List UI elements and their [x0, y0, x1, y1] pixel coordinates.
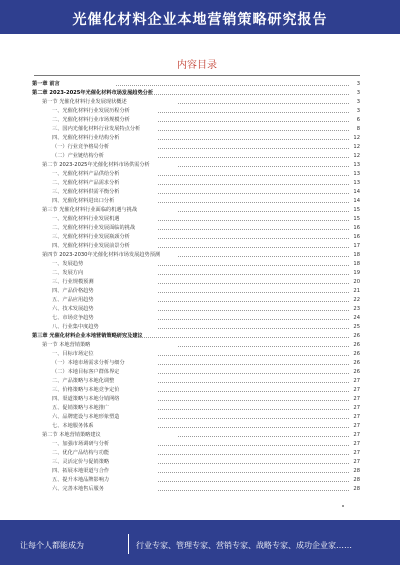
toc-leader-dots [158, 265, 349, 266]
toc-entry-title: （二）产业链结构分析 [52, 153, 104, 159]
toc-entry-page-number: 27 [353, 450, 360, 456]
toc-leader-dots [178, 436, 349, 437]
toc-entry-page-number: 14 [353, 189, 360, 195]
toc-leader-dots [158, 184, 349, 185]
report-title: 光催化材料企业本地营销策略研究报告 [72, 12, 328, 28]
toc-entry-title: 三、光催化材料供需平衡分析 [52, 189, 120, 195]
toc-entry-title: 七、市场竞争趋势 [52, 315, 94, 321]
toc-leader-dots [158, 274, 349, 275]
toc-entry-page-number: 26 [353, 351, 360, 357]
toc-divider [34, 75, 360, 76]
toc-entry-page-number: 16 [353, 225, 360, 231]
toc-entry-title: 二、光催化材料产品需求分析 [52, 180, 120, 186]
toc-entry-title: 三、灵活定价与促销策略 [52, 459, 110, 465]
toc-leader-dots [158, 292, 349, 293]
toc-entry-title: 一、光催化材料行业发展机遇 [52, 216, 120, 222]
toc-entry[interactable] [30, 161, 364, 170]
toc-entry-title: （一）本地市场需求分析与细分 [52, 360, 125, 366]
toc-entry-page-number: 26 [353, 360, 360, 366]
toc-entry[interactable] [30, 314, 364, 323]
toc-entry[interactable] [30, 233, 364, 242]
toc-entry[interactable] [30, 476, 364, 485]
toc-entry[interactable] [30, 260, 364, 269]
toc-leader-dots [158, 121, 349, 122]
toc-entry-title: 三、价格策略与本地竞争定价 [52, 387, 120, 393]
toc-entry-title: 二、发展方向 [52, 270, 84, 276]
toc-entry-title: （二）本地目标客户群体界定 [52, 369, 120, 375]
toc-leader-dots [158, 319, 349, 320]
toc-leader-dots [158, 490, 349, 491]
toc-entry-page-number: 27 [353, 387, 360, 393]
toc-entry[interactable] [30, 287, 364, 296]
toc-entry-page-number: 17 [353, 243, 360, 249]
toc-entry-page-number: 6 [356, 117, 360, 123]
toc-entry-title: 三、行业规模预测 [52, 279, 94, 285]
toc-entry-page-number: 27 [353, 405, 360, 411]
toc-entry[interactable] [30, 206, 364, 215]
toc-leader-dots [158, 238, 349, 239]
toc-leader-dots [158, 283, 349, 284]
toc-entry[interactable] [30, 440, 364, 449]
toc-entry-page-number: 22 [353, 297, 360, 303]
toc-entry-title: 四、拓展本地渠道与合作 [52, 468, 110, 474]
toc-entry-title: 四、渠道策略与本地分销网络 [52, 396, 120, 402]
toc-entry[interactable] [30, 422, 364, 431]
toc-leader-dots [158, 148, 349, 149]
toc-entry-page-number: 3 [356, 108, 360, 114]
toc-entry[interactable] [30, 485, 364, 494]
toc-entry[interactable] [30, 404, 364, 413]
toc-entry-title: 四、光催化材料行业发展前景分析 [52, 243, 130, 249]
toc-entry[interactable] [30, 125, 364, 134]
toc-entry[interactable] [30, 152, 364, 161]
toc-entry-page-number: 19 [353, 270, 360, 276]
toc-leader-dots [158, 355, 349, 356]
toc-entry[interactable] [30, 80, 364, 89]
toc-entry[interactable] [30, 359, 364, 368]
toc-entry-title: 四、光催化材料进出口分析 [52, 198, 115, 204]
toc-leader-dots [178, 166, 349, 167]
toc-leader-dots [116, 337, 349, 338]
toc-entry[interactable] [30, 224, 364, 233]
toc-entry-title: 一、目标市场定位 [52, 351, 94, 357]
toc-leader-dots [116, 85, 349, 86]
toc-entry-title: 第一节 光催化材料行业发展现状概述 [42, 99, 127, 105]
toc-leader-dots [158, 382, 349, 383]
table-of-contents [30, 80, 364, 494]
toc-entry[interactable] [30, 368, 364, 377]
toc-leader-dots [158, 157, 349, 158]
toc-entry[interactable] [30, 332, 364, 341]
toc-leader-dots [158, 193, 349, 194]
toc-entry-title: 二、光催化材料行业发展面临的挑战 [52, 225, 136, 231]
toc-entry-page-number: 14 [353, 198, 360, 204]
toc-entry[interactable] [30, 449, 364, 458]
toc-leader-dots [158, 418, 349, 419]
toc-entry-title: 第二节 本地营销策略建议 [42, 432, 101, 438]
toc-entry-title: 八、行业集中度趋势 [52, 324, 99, 330]
toc-entry-title: 六、技术发展趋势 [52, 306, 94, 312]
toc-leader-dots [158, 400, 349, 401]
toc-entry[interactable] [30, 116, 364, 125]
toc-leader-dots [158, 427, 349, 428]
toc-entry-title: 第四节 2023-2030年光催化材料市场发展趋势预测 [42, 252, 161, 258]
toc-entry-title: 二、优化产品结构与功能 [52, 450, 110, 456]
toc-entry-page-number: 13 [353, 180, 360, 186]
toc-leader-dots [158, 391, 349, 392]
toc-entry[interactable] [30, 143, 364, 152]
toc-leader-dots [158, 481, 349, 482]
toc-entry-page-number: 28 [353, 486, 360, 492]
toc-entry[interactable] [30, 188, 364, 197]
toc-leader-dots [158, 463, 349, 464]
toc-leader-dots [158, 454, 349, 455]
toc-entry-title: 六、品牌建设与本地形象塑造 [52, 414, 120, 420]
toc-entry[interactable] [30, 350, 364, 359]
toc-entry-title: 三、光催化材料行业发展瓶颈分析 [52, 234, 130, 240]
toc-leader-dots [178, 103, 349, 104]
toc-entry-page-number: 27 [353, 423, 360, 429]
toc-entry-title: 五、产品应用趋势 [52, 297, 94, 303]
toc-entry-title: 五、促销策略与本地推广 [52, 405, 110, 411]
toc-entry-title: 第二章 2023-2025年光催化材料市场发展趋势分析 [32, 90, 154, 96]
toc-entry[interactable] [30, 179, 364, 188]
toc-entry[interactable] [30, 251, 364, 260]
toc-entry-page-number: 12 [353, 135, 360, 141]
toc-entry-title: 五、提升本地品牌影响力 [52, 477, 110, 483]
footer-divider [128, 534, 129, 554]
toc-entry-page-number: 27 [353, 459, 360, 465]
toc-entry[interactable] [30, 278, 364, 287]
toc-entry-page-number: 15 [353, 216, 360, 222]
toc-leader-dots [116, 94, 349, 95]
toc-entry-title: 三、国内光催化材料行业发展特点分析 [52, 126, 141, 132]
toc-entry-title: 第三节 光催化材料行业面临的机遇与挑战 [42, 207, 138, 213]
toc-entry-title: 二、产品策略与本地化调整 [52, 378, 115, 384]
report-header-bar [0, 0, 400, 34]
toc-entry-page-number: 13 [353, 162, 360, 168]
toc-entry-title: 一、加强市场调研与分析 [52, 441, 110, 447]
toc-entry-title: 第一节 本地营销策略 [42, 342, 91, 348]
toc-entry[interactable] [30, 341, 364, 350]
toc-entry-title: 第三章 光催化材料企业本地营销策略研究及建议 [32, 333, 143, 339]
toc-entry-page-number: 27 [353, 414, 360, 420]
toc-entry-page-number: 15 [353, 207, 360, 213]
toc-entry-page-number: 16 [353, 234, 360, 240]
toc-entry-page-number: 25 [353, 324, 360, 330]
toc-entry-title: 第一章 前言 [32, 81, 60, 87]
toc-entry[interactable] [30, 467, 364, 476]
toc-entry-page-number: 27 [353, 396, 360, 402]
toc-entry[interactable] [30, 458, 364, 467]
toc-entry[interactable] [30, 134, 364, 143]
footer-slogan: 让每个人都能成为 [20, 541, 84, 550]
toc-entry-title: 二、光催化材料行业市场规模分析 [52, 117, 130, 123]
toc-entry[interactable] [30, 377, 364, 386]
toc-entry-page-number: 26 [353, 342, 360, 348]
toc-entry[interactable] [30, 269, 364, 278]
toc-entry[interactable] [30, 413, 364, 422]
toc-entry[interactable] [30, 386, 364, 395]
toc-leader-dots [158, 229, 349, 230]
toc-entry-page-number: 28 [353, 468, 360, 474]
toc-leader-dots [178, 346, 349, 347]
toc-leader-dots [178, 211, 349, 212]
toc-leader-dots [158, 175, 349, 176]
toc-entry-page-number: 3 [356, 81, 360, 87]
toc-entry[interactable] [30, 197, 364, 206]
toc-entry-title: 一、发展趋势 [52, 261, 84, 267]
toc-entry-page-number: 8 [356, 126, 360, 132]
toc-entry[interactable] [30, 305, 364, 314]
toc-entry-page-number: 3 [356, 99, 360, 105]
toc-entry-title: 四、光催化材料行业结构分析 [52, 135, 120, 141]
toc-entry-title: （一）行业竞争格局分析 [52, 144, 110, 150]
toc-leader-dots [158, 202, 349, 203]
toc-leader-dots [158, 130, 349, 131]
toc-entry[interactable] [30, 89, 364, 98]
toc-entry[interactable] [30, 98, 364, 107]
document-page [30, 34, 364, 520]
toc-entry-page-number: 26 [353, 369, 360, 375]
toc-entry[interactable] [30, 323, 364, 332]
toc-leader-dots [158, 301, 349, 302]
toc-entry[interactable] [30, 296, 364, 305]
toc-entry[interactable] [30, 170, 364, 179]
toc-entry-page-number: 28 [353, 477, 360, 483]
toc-leader-dots [158, 310, 349, 311]
toc-leader-dots [158, 247, 349, 248]
toc-entry-page-number: 26 [353, 333, 360, 339]
toc-entry-page-number: 18 [353, 252, 360, 258]
toc-entry-page-number: 20 [353, 279, 360, 285]
toc-entry-page-number: 27 [353, 432, 360, 438]
toc-leader-dots [158, 220, 349, 221]
toc-entry-title: 第二节 2023-2025年光催化材料市场供需分析 [42, 162, 150, 168]
toc-entry[interactable] [30, 242, 364, 251]
toc-leader-dots [158, 328, 349, 329]
footer-bar [0, 520, 400, 565]
toc-entry[interactable] [30, 107, 364, 116]
toc-entry-page-number: 24 [353, 315, 360, 321]
toc-entry-page-number: 27 [353, 441, 360, 447]
toc-entry-page-number: 27 [353, 378, 360, 384]
toc-entry-page-number: 18 [353, 261, 360, 267]
toc-leader-dots [158, 472, 349, 473]
toc-entry[interactable] [30, 395, 364, 404]
toc-entry-page-number: 3 [356, 90, 360, 96]
toc-entry[interactable] [30, 215, 364, 224]
toc-entry-title: 一、光催化材料产品供给分析 [52, 171, 120, 177]
toc-leader-dots [158, 364, 349, 365]
toc-entry-page-number: 21 [353, 288, 360, 294]
toc-entry-title: 一、光催化材料行业发展历程分析 [52, 108, 130, 114]
toc-entry[interactable] [30, 431, 364, 440]
toc-entry-page-number: 12 [353, 153, 360, 159]
page-marker [342, 505, 344, 507]
toc-entry-page-number: 23 [353, 306, 360, 312]
toc-entry-title: 四、产品价格趋势 [52, 288, 94, 294]
toc-leader-dots [158, 373, 349, 374]
toc-leader-dots [158, 139, 349, 140]
toc-leader-dots [158, 409, 349, 410]
toc-entry-title: 六、完善本地售后服务 [52, 486, 104, 492]
toc-entry-page-number: 12 [353, 144, 360, 150]
toc-entry-title: 七、本地服务体系 [52, 423, 94, 429]
toc-leader-dots [158, 445, 349, 446]
toc-heading: 内容目录 [177, 60, 217, 71]
toc-leader-dots [178, 256, 349, 257]
footer-tagline: 行业专家、管理专家、营销专家、战略专家、成功企业家…… [136, 541, 352, 550]
toc-entry-page-number: 13 [353, 171, 360, 177]
toc-leader-dots [158, 112, 349, 113]
